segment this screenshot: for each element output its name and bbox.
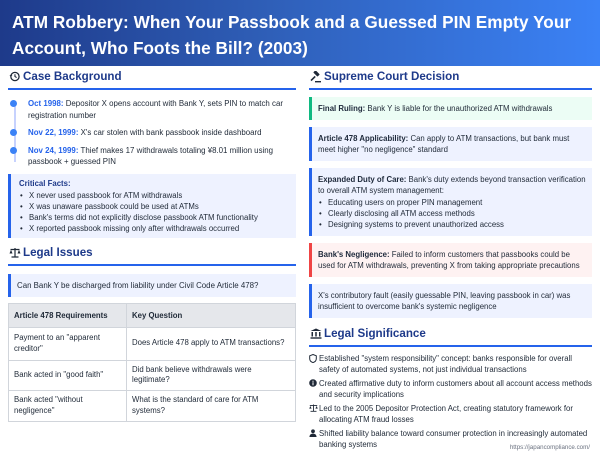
gavel-icon <box>309 70 322 83</box>
fact-item: • X reported passbook missing only after withdrawals occurred <box>19 223 290 234</box>
timeline-text: X's car stolen with bank passbook inside dashboard <box>78 128 262 137</box>
requirements-table <box>8 303 296 423</box>
timeline-text: Thief makes 17 withdrawals totaling ¥8.01 million using passbook + guessed PIN <box>28 145 274 166</box>
shield-icon <box>309 353 318 375</box>
decision-title: Supreme Court Decision <box>324 70 460 83</box>
significance-item <box>309 403 592 425</box>
timeline-dot <box>10 100 17 107</box>
significance-item <box>309 378 592 400</box>
applicability-box <box>309 127 592 161</box>
table-header-cell: Article 478 Requirements <box>9 303 127 327</box>
table-header-cell: Key Question <box>127 303 296 327</box>
critical-facts-box <box>8 174 296 238</box>
duty-of-care-box <box>309 168 592 236</box>
timeline-text: Depositor X opens account with Bank Y, sets PIN to match car registration number <box>28 99 283 120</box>
significance-list <box>309 353 592 450</box>
table-row <box>9 360 296 391</box>
fact-item: • Bank's terms did not explicitly disclose passbook ATM functionality <box>19 212 290 223</box>
bank-icon <box>309 327 322 340</box>
negligence-box <box>309 243 592 277</box>
duty-item: • Educating users on proper PIN management <box>318 197 586 208</box>
legal-question-box: Can Bank Y be discharged from liability under Civil Code Article 478? <box>8 274 296 297</box>
timeline-item <box>28 127 296 139</box>
duty-label: Expanded Duty of Care: <box>318 175 407 184</box>
table-cell: Bank acted in "good faith" <box>9 360 127 391</box>
timeline-dot <box>10 147 17 154</box>
right-column <box>309 70 592 453</box>
decision-heading <box>309 70 592 90</box>
info-icon <box>309 378 318 400</box>
fact-item: • X never used passbook for ATM withdrawals <box>19 190 290 201</box>
final-ruling-text: Bank Y is liable for the unauthorized ATM withdrawals <box>365 104 553 113</box>
applicability-text: Can apply to ATM transactions, but bank must meet higher "no negligence" standard <box>318 134 570 154</box>
footer-url: https://japancompliance.com/ <box>509 444 590 451</box>
negligence-label: Bank's Negligence: <box>318 250 390 259</box>
significance-text: Led to the 2005 Depositor Protection Act, creating statutory framework for allocating ATM fraud losses <box>319 404 573 424</box>
page-title: ATM Robbery: When Your Passbook and a Guessed PIN Empty Your Account, Who Foots the Bill? (2003) <box>12 12 572 58</box>
timeline <box>8 98 296 168</box>
duty-item: • Designing systems to prevent unauthorized access <box>318 219 586 230</box>
table-row <box>9 327 296 360</box>
significance-title: Legal Significance <box>324 327 426 340</box>
significance-item <box>309 353 592 375</box>
table-cell: Does Article 478 apply to ATM transactions? <box>127 327 296 360</box>
table-header-row <box>9 303 296 327</box>
final-ruling-label: Final Ruling: <box>318 104 366 113</box>
final-ruling-box <box>309 97 592 120</box>
history-icon <box>8 70 21 83</box>
table-cell: Bank acted "without negligence" <box>9 391 127 422</box>
critical-facts-heading: Critical Facts: <box>19 178 71 188</box>
table-cell: Payment to an "apparent creditor" <box>9 327 127 360</box>
table-cell: Did bank believe withdrawals were legitimate? <box>127 360 296 391</box>
law-icon <box>309 403 318 425</box>
timeline-date: Nov 22, 1999: <box>28 128 79 137</box>
case-background-title: Case Background <box>23 70 122 83</box>
user-icon <box>309 428 318 450</box>
applicability-label: Article 478 Applicability: <box>318 134 409 143</box>
table-row <box>9 391 296 422</box>
contributory-fault-box: X's contributory fault (easily guessable PIN, leaving passbook in car) was insufficient to overcome bank's systemic negligence <box>309 284 592 318</box>
negligence-text: Failed to inform customers that passbooks could be used for ATM withdrawals, preventing X from taking appropriate precautions <box>318 250 580 270</box>
left-column <box>8 70 296 422</box>
duty-item: • Clearly disclosing all ATM access methods <box>318 208 586 219</box>
table-cell: What is the standard of care for ATM systems? <box>127 391 296 422</box>
significance-heading <box>309 327 592 347</box>
timeline-date: Nov 24, 1999: <box>28 145 79 155</box>
timeline-dot <box>10 129 17 136</box>
page-header <box>0 0 600 66</box>
timeline-item <box>28 145 296 168</box>
duty-text: Bank's duty extends beyond transaction verification to overall ATM system management: <box>318 175 586 195</box>
fact-item: • X was unaware passbook could be used at ATMs <box>19 201 290 212</box>
scales-icon <box>8 246 21 259</box>
legal-issues-heading <box>8 246 296 266</box>
timeline-date: Oct 1998: <box>28 99 64 108</box>
significance-text: Shifted liability balance toward consumer protection in increasingly automated banking systems <box>319 429 588 449</box>
significance-text: Created affirmative duty to inform customers about all account access methods and security implications <box>319 379 592 399</box>
significance-text: Established "system responsibility" concept: banks responsible for overall safety of automated systems, not just individual transactions <box>319 354 572 374</box>
timeline-item <box>28 98 296 121</box>
case-background-heading <box>8 70 296 90</box>
legal-issues-title: Legal Issues <box>23 245 93 259</box>
